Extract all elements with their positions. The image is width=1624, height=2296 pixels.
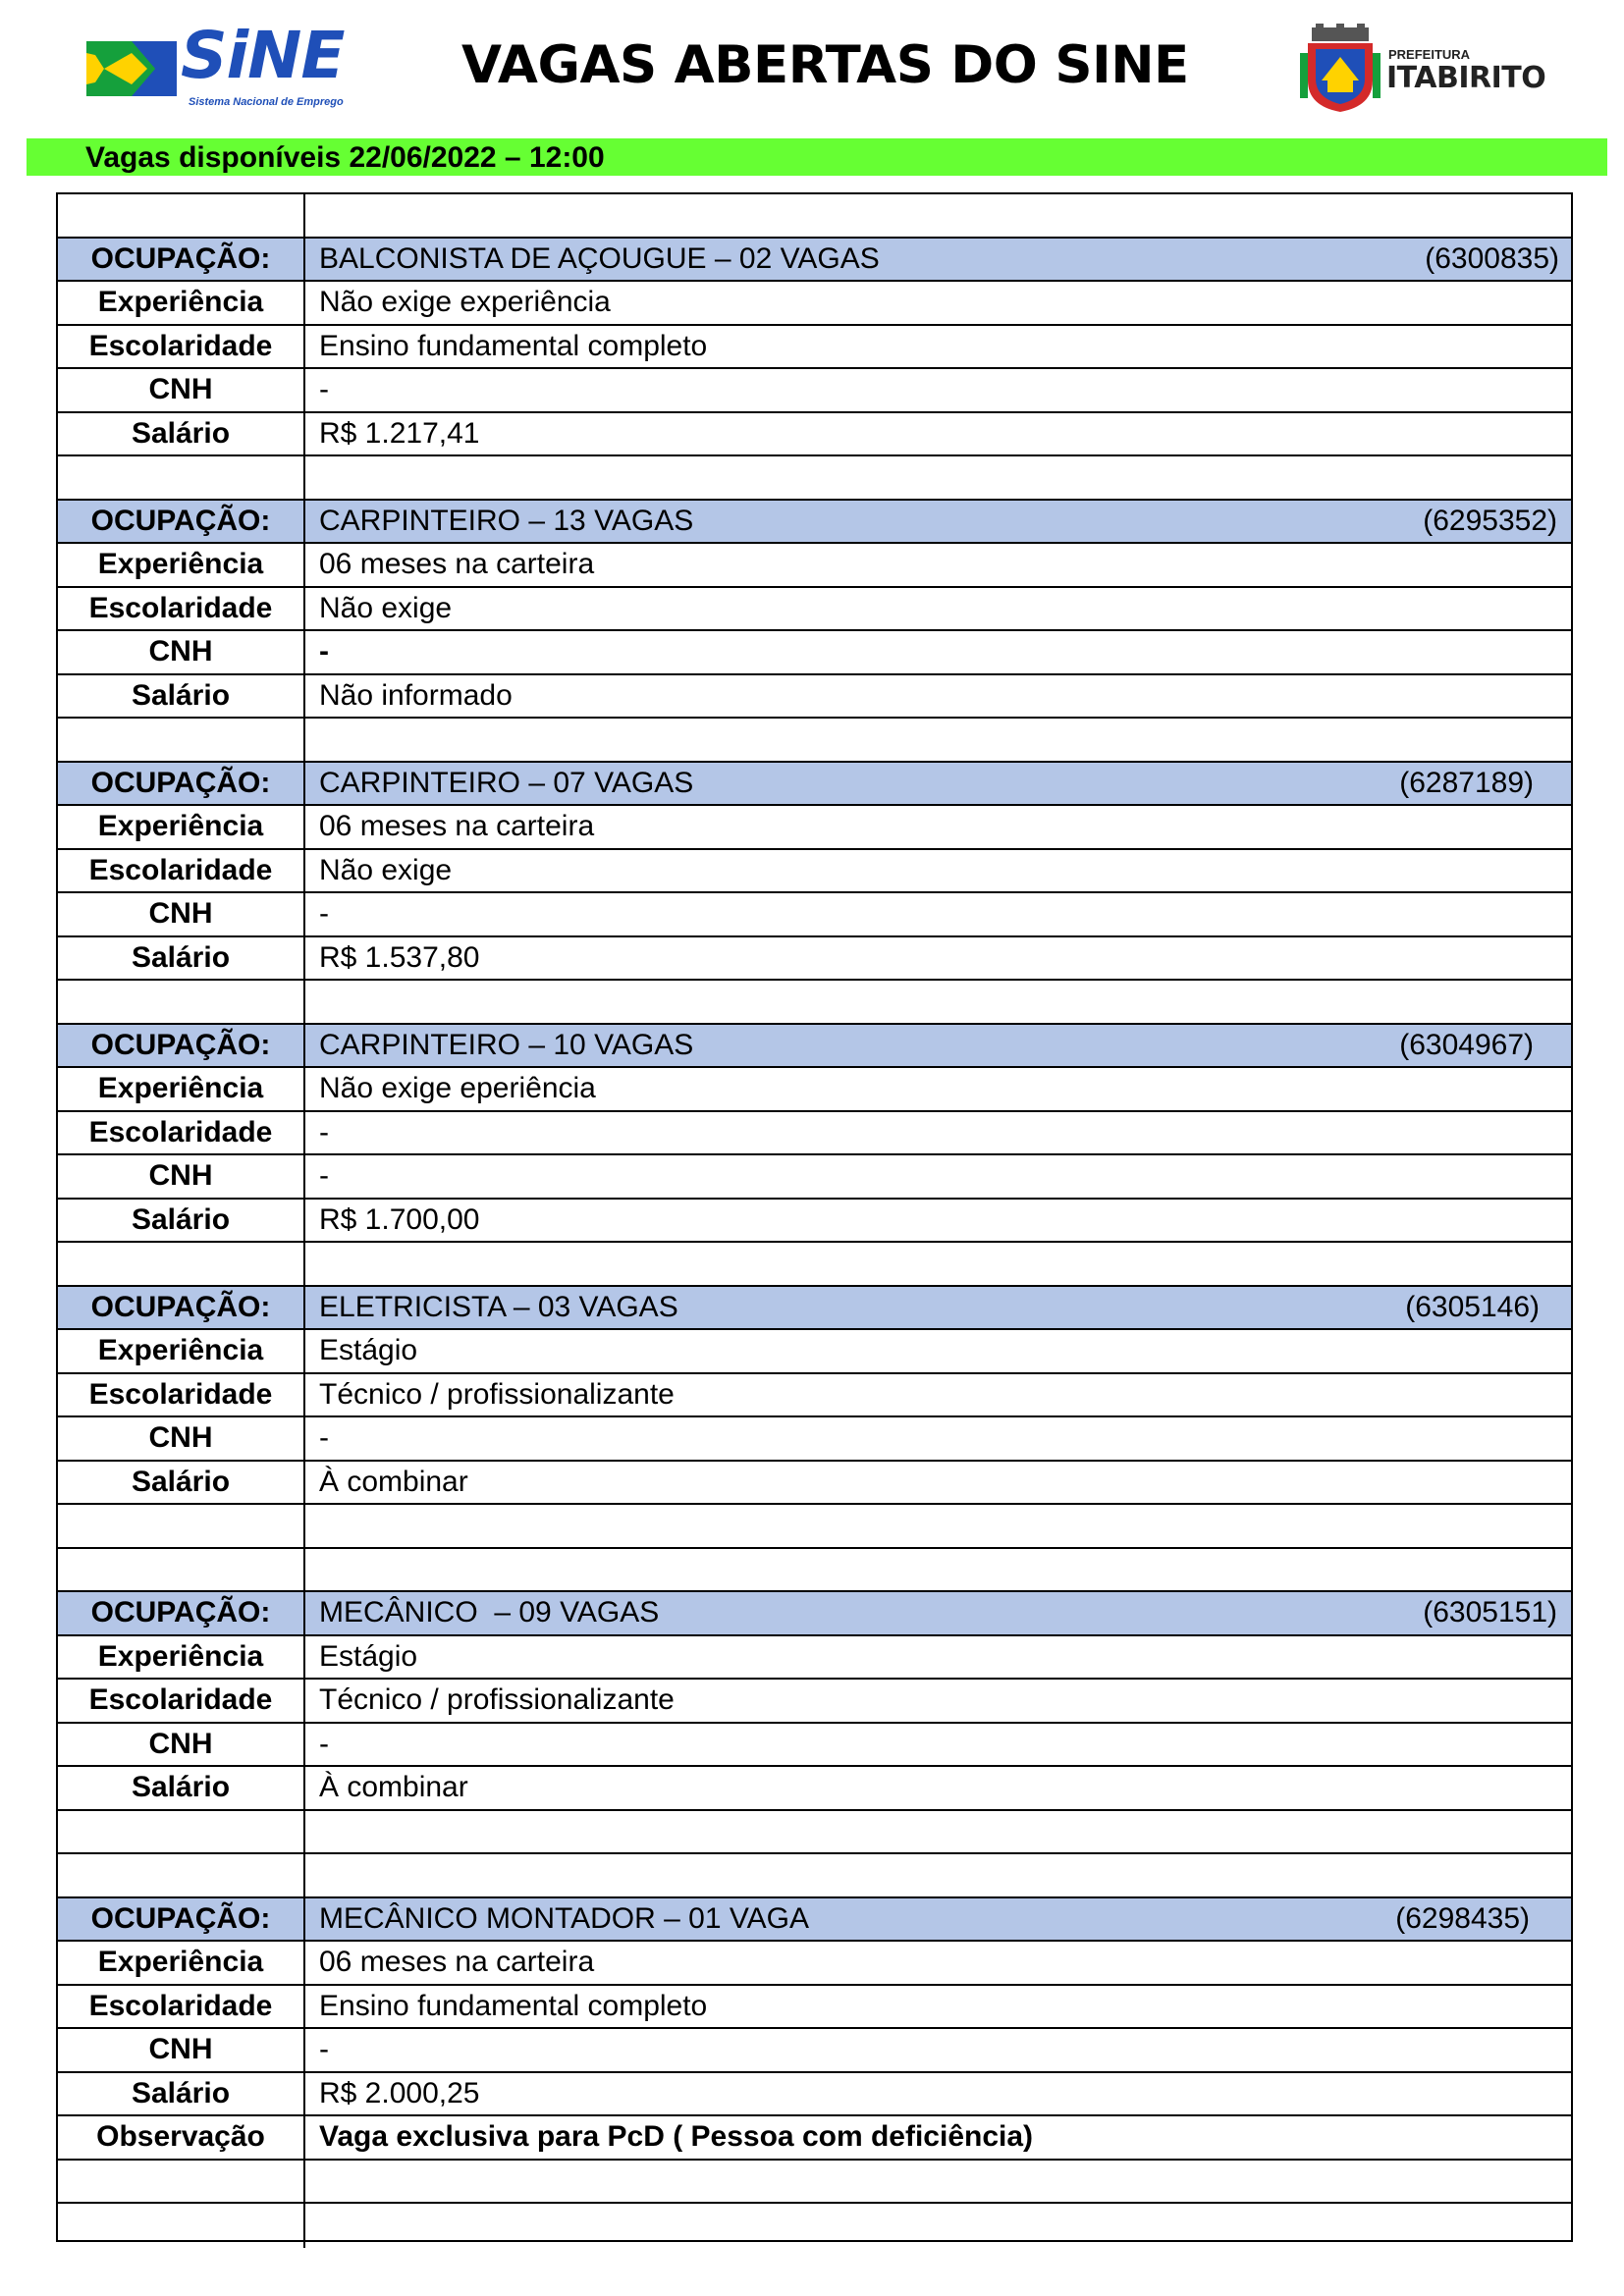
- brazil-flag-arrow-icon: [86, 24, 177, 114]
- license-value: -: [319, 373, 329, 406]
- license-label: CNH: [58, 369, 305, 411]
- salary-label: Salário: [58, 413, 305, 455]
- salary-row: [58, 675, 1571, 720]
- education-row: [58, 1680, 1571, 1724]
- occupation-row: [58, 239, 1571, 283]
- occupation-label: OCUPAÇÃO:: [58, 763, 305, 805]
- occupation-title: BALCONISTA DE AÇOUGUE – 02 VAGAS: [319, 241, 880, 275]
- observation-row: [58, 2116, 1571, 2161]
- occupation-title: CARPINTEIRO – 13 VAGAS: [319, 504, 694, 537]
- salary-value: R$ 1.217,41: [319, 416, 480, 450]
- experience-value: Estágio: [319, 1639, 418, 1673]
- education-row: [58, 850, 1571, 894]
- license-value: -: [319, 2033, 329, 2066]
- salary-label: Salário: [58, 1200, 305, 1242]
- experience-value: Não exige experiência: [319, 286, 611, 319]
- spacer-row: [58, 1549, 1571, 1593]
- occupation-title: CARPINTEIRO – 07 VAGAS: [319, 766, 694, 799]
- license-row: [58, 2029, 1571, 2073]
- salary-row: [58, 2073, 1571, 2117]
- prefeitura-logo: [1298, 24, 1546, 114]
- spacer-row: [58, 1854, 1571, 1898]
- occupation-label: OCUPAÇÃO:: [58, 1898, 305, 1941]
- occupation-label: OCUPAÇÃO:: [58, 239, 305, 281]
- salary-row: [58, 937, 1571, 982]
- experience-row: [58, 1636, 1571, 1681]
- education-label: Escolaridade: [58, 850, 305, 892]
- salary-row: [58, 413, 1571, 457]
- license-row: [58, 369, 1571, 413]
- education-value: Técnico / profissionalizante: [319, 1377, 675, 1411]
- sine-logo-word: SiNE: [181, 18, 345, 93]
- license-label: CNH: [58, 2029, 305, 2071]
- observation-label: Observação: [58, 2116, 305, 2159]
- prefeitura-logo-big: ITABIRITO: [1386, 61, 1546, 95]
- occupation-row: [58, 501, 1571, 545]
- experience-label: Experiência: [58, 1330, 305, 1372]
- license-label: CNH: [58, 631, 305, 673]
- salary-label: Salário: [58, 937, 305, 980]
- occupation-title: CARPINTEIRO – 10 VAGAS: [319, 1028, 694, 1061]
- experience-row: [58, 806, 1571, 850]
- salary-value: Não informado: [319, 678, 513, 712]
- experience-label: Experiência: [58, 1636, 305, 1679]
- spacer-row: [58, 1505, 1571, 1549]
- experience-value: 06 meses na carteira: [319, 548, 595, 581]
- license-value: -: [319, 1421, 329, 1455]
- occupation-label: OCUPAÇÃO:: [58, 1287, 305, 1329]
- license-row: [58, 1155, 1571, 1200]
- experience-value: 06 meses na carteira: [319, 810, 595, 843]
- license-value: -: [319, 1727, 329, 1760]
- salary-value: R$ 1.700,00: [319, 1202, 480, 1236]
- salary-label: Salário: [58, 1767, 305, 1809]
- education-value: Ensino fundamental completo: [319, 1989, 708, 2022]
- education-label: Escolaridade: [58, 1680, 305, 1722]
- occupation-title: MECÂNICO – 09 VAGAS: [319, 1596, 660, 1629]
- salary-label: Salário: [58, 2073, 305, 2115]
- spacer-row: [58, 981, 1571, 1025]
- education-row: [58, 326, 1571, 370]
- occupation-title: ELETRICISTA – 03 VAGAS: [319, 1290, 678, 1323]
- job-code: (6300835): [1425, 241, 1559, 275]
- salary-label: Salário: [58, 675, 305, 718]
- spacer-row: [58, 1811, 1571, 1855]
- experience-row: [58, 1942, 1571, 1986]
- salary-value: R$ 2.000,25: [319, 2076, 480, 2109]
- salary-value: R$ 1.537,80: [319, 940, 480, 974]
- job-code: (6304967): [1399, 1028, 1534, 1061]
- education-label: Escolaridade: [58, 326, 305, 368]
- education-value: Não exige: [319, 591, 453, 624]
- occupation-label: OCUPAÇÃO:: [58, 501, 305, 543]
- page-title: VAGAS ABERTAS DO SINE: [461, 35, 1189, 95]
- salary-row: [58, 1767, 1571, 1811]
- experience-label: Experiência: [58, 1942, 305, 1984]
- license-value: -: [319, 1159, 329, 1193]
- job-code: (6305146): [1405, 1290, 1540, 1323]
- job-code: (6295352): [1423, 504, 1557, 537]
- itabirito-crest-icon: [1298, 24, 1382, 114]
- occupation-label: OCUPAÇÃO:: [58, 1592, 305, 1634]
- license-label: CNH: [58, 1724, 305, 1766]
- spacer-row: [58, 2204, 1571, 2248]
- license-label: CNH: [58, 893, 305, 935]
- education-value: -: [319, 1115, 329, 1148]
- occupation-title: MECÂNICO MONTADOR – 01 VAGA: [319, 1901, 809, 1935]
- license-label: CNH: [58, 1417, 305, 1460]
- education-row: [58, 1112, 1571, 1156]
- spacer-row: [58, 194, 1571, 239]
- occupation-label: OCUPAÇÃO:: [58, 1025, 305, 1067]
- job-table: [56, 192, 1573, 2242]
- occupation-row: [58, 1592, 1571, 1636]
- occupation-row: [58, 1287, 1571, 1331]
- experience-row: [58, 1330, 1571, 1374]
- education-label: Escolaridade: [58, 1986, 305, 2028]
- sine-logo: [86, 18, 361, 114]
- prefeitura-logo-small: PREFEITURA: [1388, 47, 1471, 62]
- education-row: [58, 1986, 1571, 2030]
- experience-row: [58, 282, 1571, 326]
- occupation-row: [58, 1025, 1571, 1069]
- experience-label: Experiência: [58, 282, 305, 324]
- license-value: -: [319, 635, 329, 668]
- education-value: Ensino fundamental completo: [319, 329, 708, 362]
- spacer-row: [58, 456, 1571, 501]
- spacer-row: [58, 1243, 1571, 1287]
- spacer-row: [58, 719, 1571, 763]
- experience-row: [58, 1068, 1571, 1112]
- job-code: (6305151): [1423, 1596, 1557, 1629]
- license-label: CNH: [58, 1155, 305, 1198]
- availability-banner-text: Vagas disponíveis 22/06/2022 – 12:00: [85, 141, 605, 174]
- experience-label: Experiência: [58, 806, 305, 848]
- experience-value: Não exige eperiência: [319, 1072, 596, 1105]
- occupation-row: [58, 763, 1571, 807]
- education-value: Não exige: [319, 853, 453, 886]
- experience-value: 06 meses na carteira: [319, 1946, 595, 1979]
- license-row: [58, 631, 1571, 675]
- availability-banner: [27, 138, 1607, 176]
- salary-value: À combinar: [319, 1771, 468, 1804]
- salary-row: [58, 1200, 1571, 1244]
- education-row: [58, 588, 1571, 632]
- education-label: Escolaridade: [58, 1374, 305, 1416]
- sine-logo-subtitle: Sistema Nacional de Emprego: [189, 96, 344, 108]
- job-code: (6298435): [1395, 1901, 1530, 1935]
- experience-label: Experiência: [58, 544, 305, 586]
- spacer-row: [58, 2161, 1571, 2205]
- experience-label: Experiência: [58, 1068, 305, 1110]
- experience-row: [58, 544, 1571, 588]
- license-row: [58, 1724, 1571, 1768]
- experience-value: Estágio: [319, 1334, 418, 1367]
- license-value: -: [319, 897, 329, 931]
- job-code: (6287189): [1399, 766, 1534, 799]
- education-label: Escolaridade: [58, 588, 305, 630]
- salary-label: Salário: [58, 1462, 305, 1504]
- occupation-row: [58, 1898, 1571, 1943]
- page-header: [0, 0, 1624, 133]
- salary-row: [58, 1462, 1571, 1506]
- license-row: [58, 1417, 1571, 1462]
- education-value: Técnico / profissionalizante: [319, 1683, 675, 1717]
- observation-value: Vaga exclusiva para PcD ( Pessoa com deficiência): [319, 2120, 1034, 2154]
- education-row: [58, 1374, 1571, 1418]
- salary-value: À combinar: [319, 1465, 468, 1498]
- license-row: [58, 893, 1571, 937]
- education-label: Escolaridade: [58, 1112, 305, 1154]
